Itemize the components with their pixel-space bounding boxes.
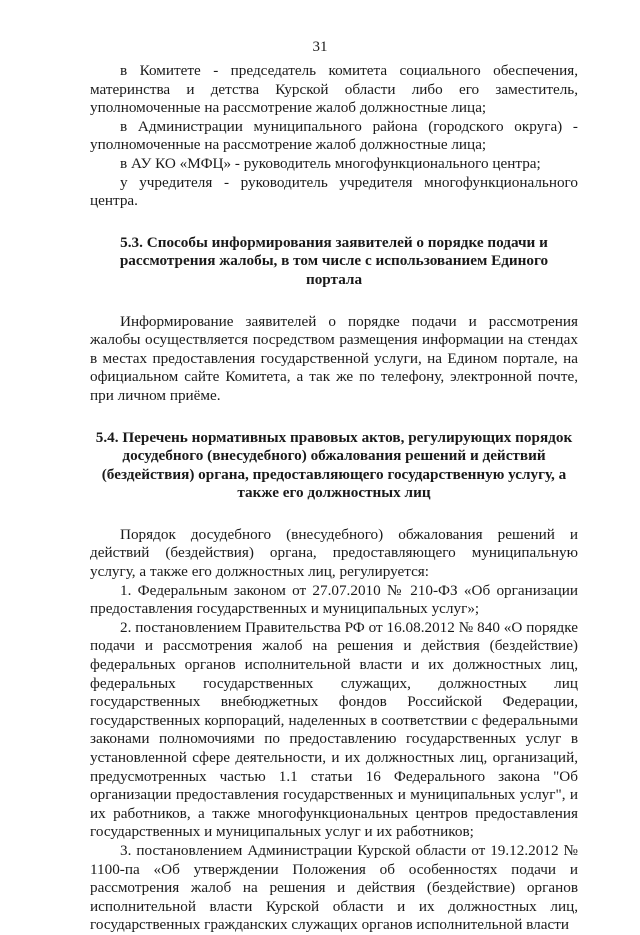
section-5-3-paragraph: Информирование заявителей о порядке подачи и рассмотрения жалобы осуществляется посредством размещения информации на стендах в местах предоставления государственной услуги, на Едином портале, на официальном сайте Комитета, а так же по телефону, электронной почте, при личном приёме. xyxy=(90,312,578,404)
intro-paragraph-administration: в Администрации муниципального района (городского округа) - уполномоченные на рассмотрение жалоб должностные лица; xyxy=(90,117,578,154)
section-5-4-item-1: 1. Федеральным законом от 27.07.2010 № 210-ФЗ «Об организации предоставления государственных и муниципальных услуг»; xyxy=(90,581,578,618)
intro-paragraph-mfc: в АУ КО «МФЦ» - руководитель многофункционального центра; xyxy=(120,154,541,172)
intro-paragraph-founder: у учредителя - руководитель учредителя многофункционального центра. xyxy=(90,173,578,210)
section-5-4-item-3: 3. постановлением Администрации Курской области от 19.12.2012 № 1100-па «Об утверждении Положения об особенностях подачи и рассмотрения жалоб на решения и действия (бездействие) органов исполнительной власти Курской области и их должностных лиц, государственных гражданских служащих органов исполнительной власти xyxy=(90,841,578,934)
intro-paragraph-committee: в Комитете - председатель комитета социального обеспечения, материнства и детства Курской области либо его заместитель, уполномоченные на рассмотрение жалоб должностные лица; xyxy=(90,62,578,117)
section-5-4-intro: Порядок досудебного (внесудебного) обжалования решений и действий (бездействия) органа, предоставляющего муниципальную услугу, а также его должностных лиц, регулируется: xyxy=(90,525,578,581)
section-5-3-heading: 5.3. Способы информирования заявителей о порядке подачи и рассмотрения жалобы, в том числе с использованием Единого портала xyxy=(119,233,549,288)
section-5-4-item-2: 2. постановлением Правительства РФ от 16.08.2012 № 840 «О порядке подачи и рассмотрения жалоб на решения и действия (бездействие) федеральных органов исполнительной власти и их должностных лиц, федеральных государственных служащих, должностных лиц государственных внебюджетных фондов Российской Федерации, государственных корпораций, наделенных в соответствии с федеральными законами полномочиями по предоставлению государственных услуг в установленной сфере деятельности, и их должностных лиц, организаций, предусмотренных частью 1.1 статьи 16 Федерального закона "Об организации предоставления государственных и муниципальных услуг", и их работников, а также многофункциональных центров предоставления государственных и муниципальных услуг и их работников; xyxy=(90,618,578,841)
section-5-4-heading: 5.4. Перечень нормативных правовых актов, регулирующих порядок досудебного (внесудебного) обжалования решений и действий (бездействия) органа, предоставляющего государственную услугу, а также его должностных лиц xyxy=(95,428,573,502)
page-number: 31 xyxy=(312,39,328,55)
page-content xyxy=(90,62,578,935)
